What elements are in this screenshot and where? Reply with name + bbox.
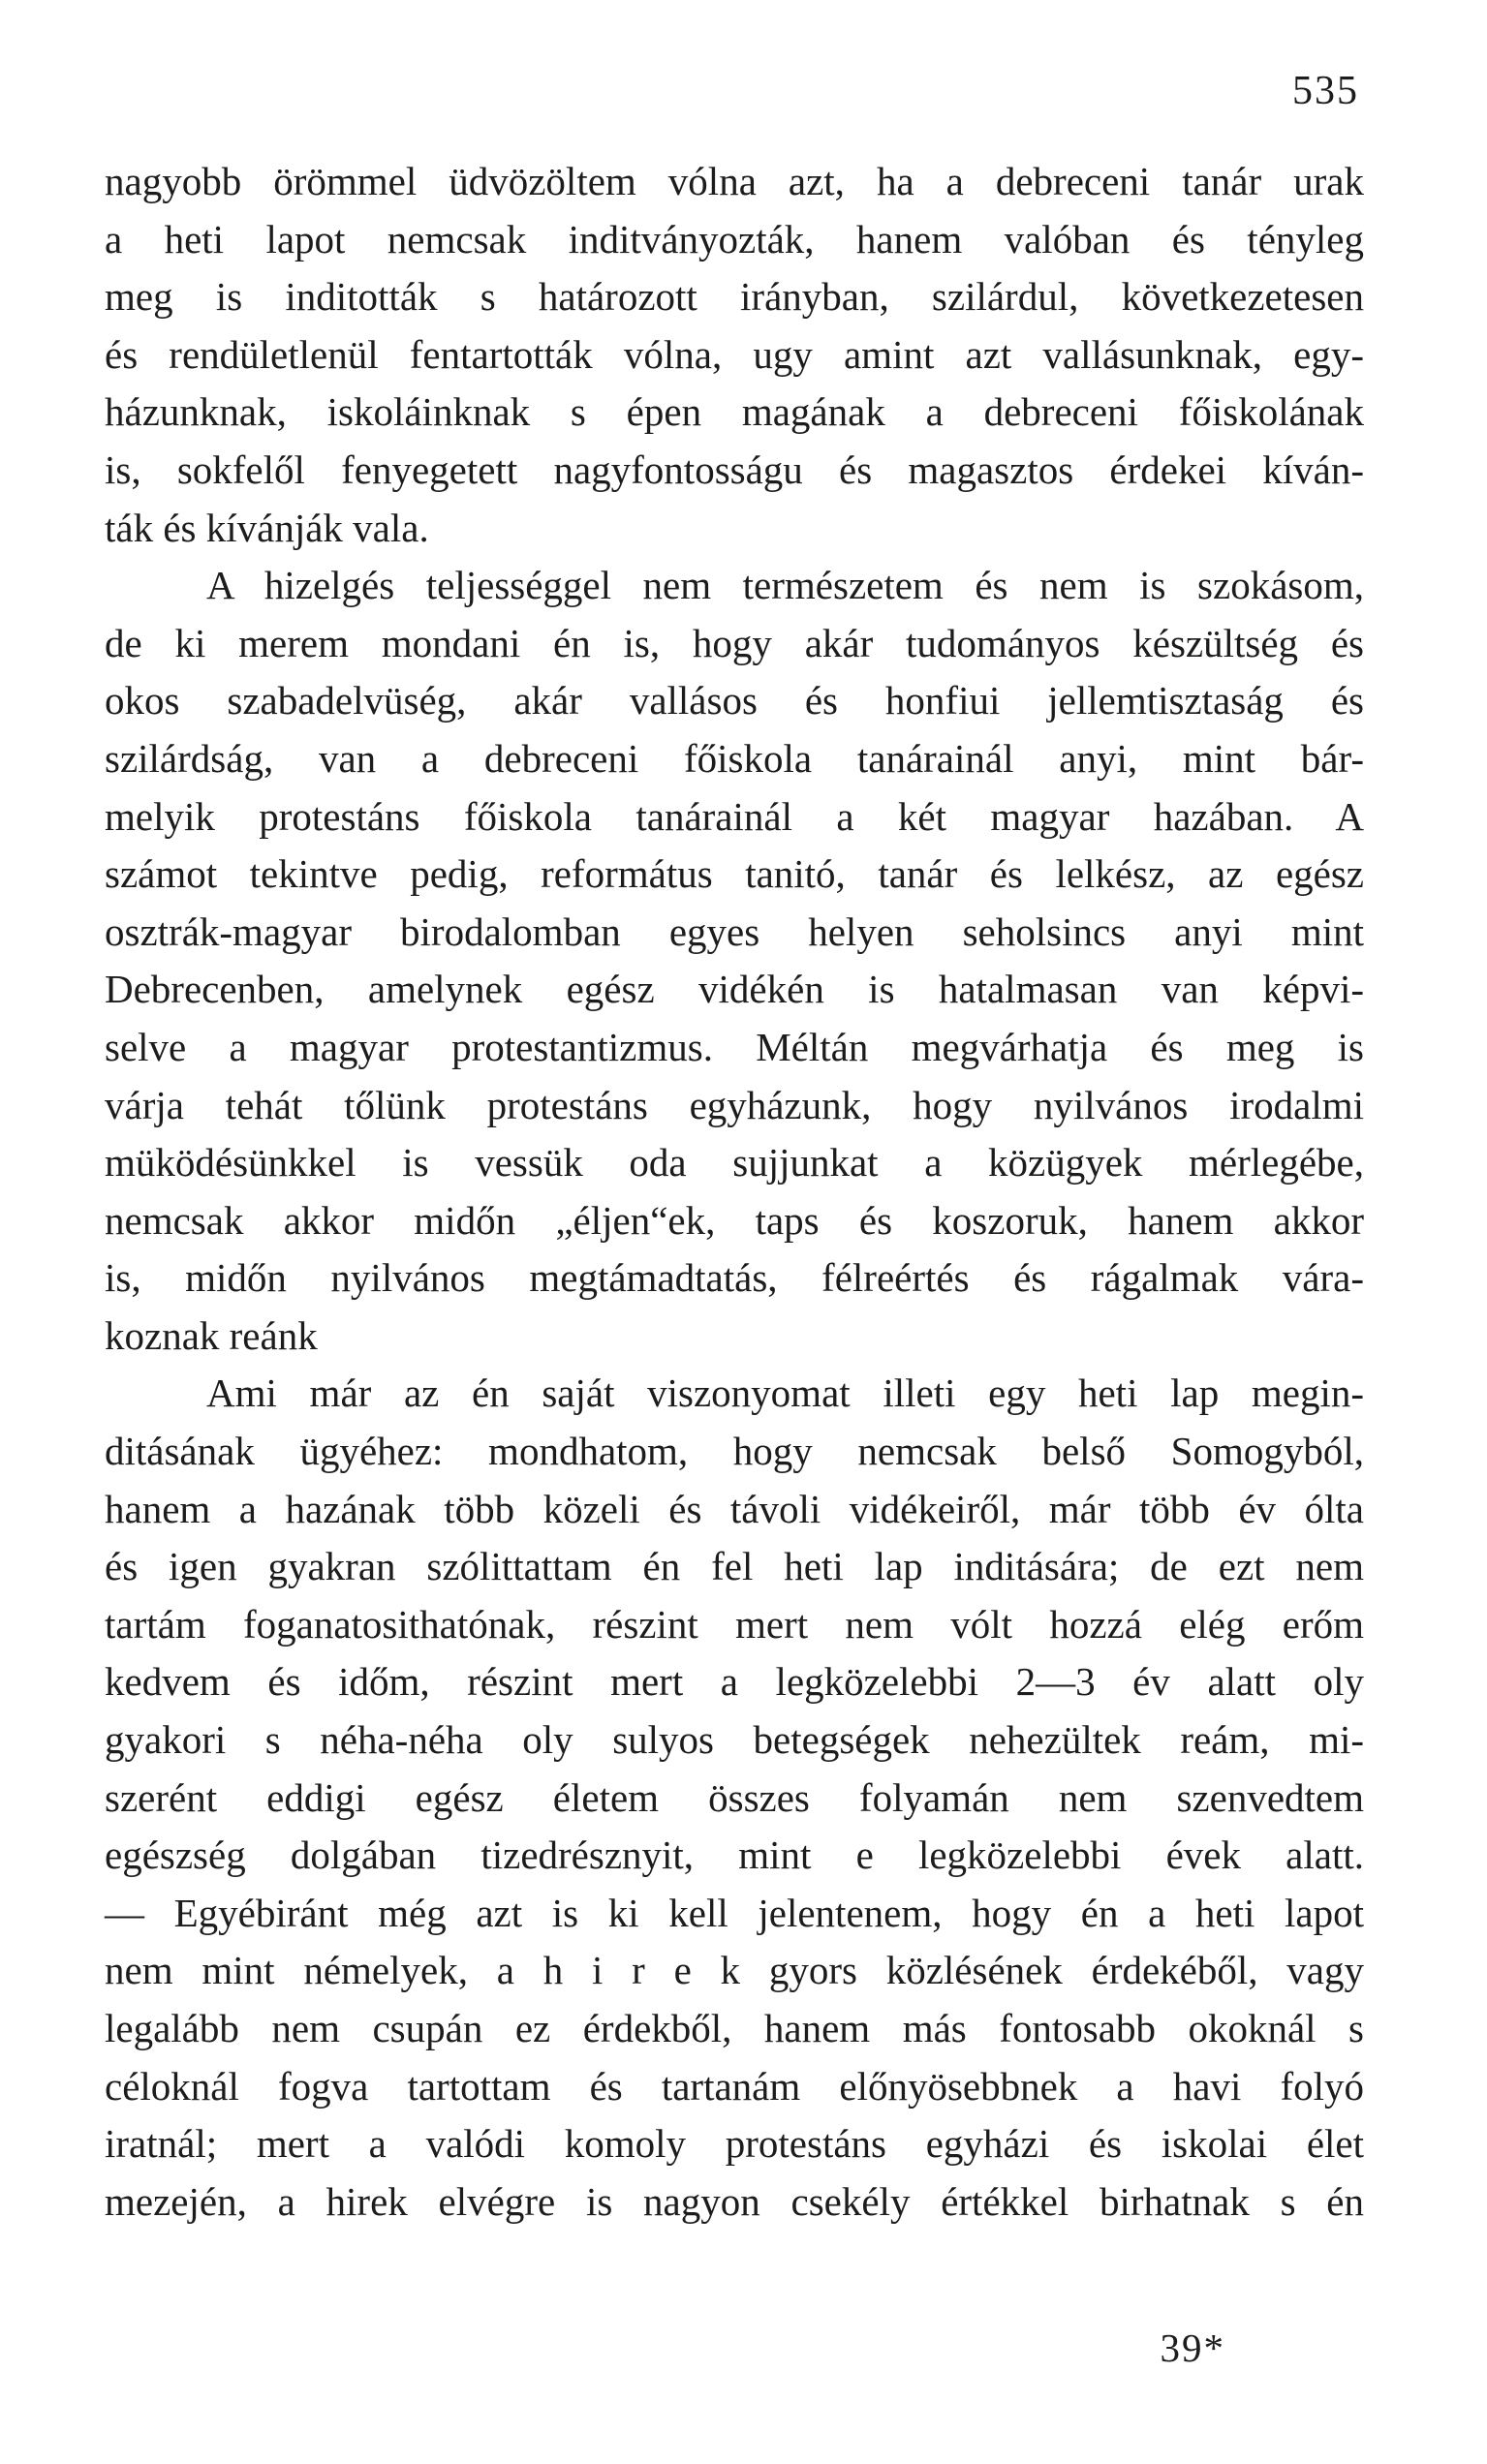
text-line: ditásának ügyéhez: mondhatom, hogy nemcsak belső Somogyból, [105,1429,1364,1474]
body-text [105,153,1364,2231]
text-line: nemcsak akkor midőn „éljen“ek, taps és koszoruk, hanem akkor [105,1197,1364,1243]
text-line: a heti lapot nemcsak inditványozták, hanem valóban és tényleg [105,216,1364,262]
printer-signature-mark: 39* [1160,2325,1225,2370]
text-line: koznak reánk [105,1312,318,1358]
text-line: iratnál; mert a valódi komoly protestáns egyházi és iskolai élet [105,2121,1364,2167]
page-number: 535 [1292,69,1359,113]
text-line: meg is inditották s határozott irányban, szilárdul, következetesen [105,274,1364,320]
text-line: ták és kívánják vala. [105,505,429,550]
text-line: és igen gyakran szólittattam én fel heti lap inditására; de ezt nem [105,1544,1364,1589]
text-line: Debrecenben, amelynek egész vidékén is hatalmasan van képvi- [105,967,1364,1012]
text-line: A hizelgés teljességgel nem természetem és nem is szokásom, [206,563,1364,608]
text-line: selve a magyar protestantizmus. Méltán megvárhatja és meg is [105,1024,1364,1069]
text-line: céloknál fogva tartottam és tartanám előnyösebbnek a havi folyó [105,2063,1364,2109]
text-line: osztrák-magyar birodalomban egyes helyen seholsincs anyi mint [105,909,1364,954]
text-line: müködésünkkel is vessük oda sujjunkat a közügyek mérlegébe, [105,1140,1364,1186]
text-line: — Egyébiránt még azt is ki kell jelentenem, hogy én a heti lapot [105,1890,1364,1935]
text-line: nem mint némelyek, a h i r e k gyors közlésének érdekéből, vagy [105,1948,1364,1993]
text-line: de ki merem mondani én is, hogy akár tudományos készültség és [105,620,1364,665]
text-line: tartám foganatosithatónak, részint mert nem vólt hozzá elég erőm [105,1601,1364,1647]
text-line: és rendületlenül fentartották vólna, ugy amint azt vallásunknak, egy- [105,331,1364,377]
text-line: okos szabadelvüség, akár vallásos és honfiui jellemtisztaság és [105,678,1364,724]
text-line: hanem a hazának több közeli és távoli vidékeiről, már több év ólta [105,1486,1364,1531]
text-line: kedvem és időm, részint mert a legközelebbi 2—3 év alatt oly [105,1659,1364,1705]
text-line: is, midőn nyilvános megtámadtatás, félreértés és rágalmak vára- [105,1255,1364,1301]
text-line: szerént eddigi egész életem összes folyamán nem szenvedtem [105,1774,1364,1820]
text-line: egészség dolgában tizedrésznyit, mint e legközelebbi évek alatt. [105,1833,1364,1878]
text-line: Ami már az én saját viszonyomat illeti egy heti lap megin- [206,1371,1364,1416]
text-line: is, sokfelől fenyegetett nagyfontosságu és magasztos érdekei kíván- [105,447,1364,492]
text-line: melyik protestáns főiskola tanárainál a két magyar hazában. A [105,793,1364,839]
text-line: gyakori s néha-néha oly sulyos betegségek nehezültek reám, mi- [105,1717,1364,1763]
text-line: várja tehát tőlünk protestáns egyházunk, hogy nyilvános irodalmi [105,1082,1364,1127]
text-line: nagyobb örömmel üdvözöltem vólna azt, ha a debreceni tanár urak [105,159,1364,203]
text-line: szilárdság, van a debreceni főiskola tanárainál anyi, mint bár- [105,735,1364,781]
text-line: számot tekintve pedig, református tanitó, tanár és lelkész, az egész [105,851,1364,897]
text-line: házunknak, iskoláinknak s épen magának a debreceni főiskolának [105,389,1364,435]
text-line: mezején, a hirek elvégre is nagyon csekély értékkel birhatnak s én [105,2178,1364,2224]
text-line: legalább nem csupán ez érdekből, hanem más fontosabb okoknál s [105,2006,1364,2050]
